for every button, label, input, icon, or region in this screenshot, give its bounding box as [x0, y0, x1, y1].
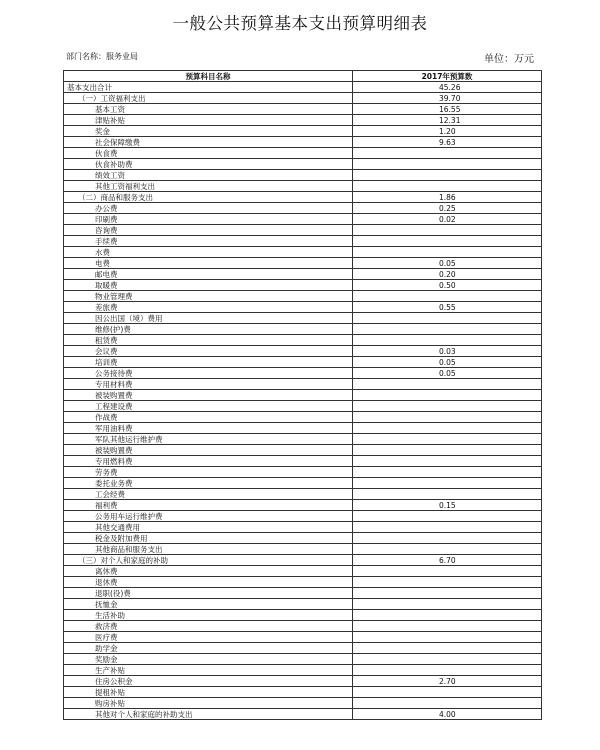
table-row: [64, 126, 542, 137]
row-budget-value: [353, 489, 542, 500]
row-budget-value: [353, 632, 542, 643]
row-item-name: 军队其他运行维护费: [64, 434, 353, 445]
table-row: [64, 159, 542, 170]
row-budget-value: [353, 434, 542, 445]
table-row: [64, 522, 542, 533]
table-row: [64, 698, 542, 709]
row-budget-value: [353, 456, 542, 467]
table-row: [64, 225, 542, 236]
row-budget-value: 39.70: [353, 93, 542, 104]
table-header: [64, 71, 542, 82]
table-row: [64, 115, 542, 126]
row-budget-value: [353, 236, 542, 247]
row-budget-value: [353, 544, 542, 555]
row-budget-value: 1.20: [353, 126, 542, 137]
row-item-name: 被装购置费: [64, 390, 353, 401]
row-item-name: 其他商品和服务支出: [64, 544, 353, 555]
row-budget-value: 0.50: [353, 280, 542, 291]
row-budget-value: [353, 654, 542, 665]
row-budget-value: [353, 170, 542, 181]
row-budget-value: 0.02: [353, 214, 542, 225]
row-budget-value: 0.05: [353, 357, 542, 368]
row-item-name: （二）商品和服务支出: [64, 192, 353, 203]
row-item-name: 差旅费: [64, 302, 353, 313]
row-item-name: 培训费: [64, 357, 353, 368]
row-budget-value: 0.15: [353, 500, 542, 511]
row-item-name: 退休费: [64, 577, 353, 588]
row-budget-value: 16.55: [353, 104, 542, 115]
table-row: [64, 368, 542, 379]
row-item-name: 伙食费: [64, 148, 353, 159]
row-budget-value: [353, 533, 542, 544]
row-budget-value: [353, 291, 542, 302]
table-row: [64, 423, 542, 434]
table-row: [64, 577, 542, 588]
row-budget-value: [353, 445, 542, 456]
row-budget-value: [353, 324, 542, 335]
row-item-name: 被装购置费: [64, 445, 353, 456]
row-budget-value: 0.55: [353, 302, 542, 313]
table-row: [64, 203, 542, 214]
table-row: [64, 357, 542, 368]
row-budget-value: [353, 423, 542, 434]
row-budget-value: [353, 621, 542, 632]
table-row: [64, 533, 542, 544]
row-item-name: 税金及附加费用: [64, 533, 353, 544]
row-budget-value: [353, 588, 542, 599]
row-item-name: 维修(护)费: [64, 324, 353, 335]
table-row: [64, 192, 542, 203]
row-item-name: 因公出国（境）费用: [64, 313, 353, 324]
table-row: [64, 247, 542, 258]
row-budget-value: [353, 313, 542, 324]
row-budget-value: 0.03: [353, 346, 542, 357]
row-item-name: 奖金: [64, 126, 353, 137]
row-budget-value: [353, 181, 542, 192]
row-item-name: 工程建设费: [64, 401, 353, 412]
row-budget-value: [353, 687, 542, 698]
table-row: [64, 313, 542, 324]
row-budget-value: [353, 379, 542, 390]
table-row: [64, 236, 542, 247]
table-row: [64, 434, 542, 445]
row-item-name: 医疗费: [64, 632, 353, 643]
table-row: [64, 181, 542, 192]
row-item-name: 水费: [64, 247, 353, 258]
table-row: [64, 291, 542, 302]
table-row: [64, 467, 542, 478]
row-item-name: 物业管理费: [64, 291, 353, 302]
row-item-name: 基本工资: [64, 104, 353, 115]
row-budget-value: 6.70: [353, 555, 542, 566]
row-item-name: 伙食补助费: [64, 159, 353, 170]
row-item-name: 住房公积金: [64, 676, 353, 687]
row-item-name: （三）对个人和家庭的补助: [64, 555, 353, 566]
table-row: [64, 214, 542, 225]
table-row: [64, 445, 542, 456]
row-budget-value: 4.00: [353, 709, 542, 720]
table-row: [64, 346, 542, 357]
row-item-name: 社会保障缴费: [64, 137, 353, 148]
row-budget-value: 1.86: [353, 192, 542, 203]
row-item-name: 救济费: [64, 621, 353, 632]
row-budget-value: 45.26: [353, 82, 542, 93]
table-row: [64, 500, 542, 511]
row-item-name: 委托业务费: [64, 478, 353, 489]
row-item-name: 工会经费: [64, 489, 353, 500]
row-item-name: 作战费: [64, 412, 353, 423]
row-item-name: 离休费: [64, 566, 353, 577]
table-row: [64, 390, 542, 401]
row-item-name: 其他工资福利支出: [64, 181, 353, 192]
table-row: [64, 335, 542, 346]
row-budget-value: 9.63: [353, 137, 542, 148]
row-item-name: 津贴补贴: [64, 115, 353, 126]
table-row: [64, 82, 542, 93]
table-row: [64, 93, 542, 104]
row-budget-value: [353, 698, 542, 709]
row-budget-value: [353, 225, 542, 236]
table-row: [64, 104, 542, 115]
table-row: [64, 478, 542, 489]
row-item-name: 基本支出合计: [64, 82, 353, 93]
row-budget-value: [353, 577, 542, 588]
table-row: [64, 632, 542, 643]
row-item-name: 退职(役)费: [64, 588, 353, 599]
row-item-name: 助学金: [64, 643, 353, 654]
table-row: [64, 269, 542, 280]
row-item-name: 生产补贴: [64, 665, 353, 676]
table-row: [64, 588, 542, 599]
table-row: [64, 599, 542, 610]
table-row: [64, 511, 542, 522]
row-budget-value: 12.31: [353, 115, 542, 126]
row-budget-value: [353, 335, 542, 346]
row-budget-value: [353, 610, 542, 621]
table-row: [64, 456, 542, 467]
row-item-name: 购房补贴: [64, 698, 353, 709]
row-budget-value: 0.05: [353, 258, 542, 269]
row-budget-value: [353, 665, 542, 676]
row-budget-value: 0.05: [353, 368, 542, 379]
row-item-name: 奖励金: [64, 654, 353, 665]
department-name: 部门名称：服务业局: [66, 52, 138, 61]
table-row: [64, 676, 542, 687]
table-row: [64, 379, 542, 390]
table-row: [64, 566, 542, 577]
table-row: [64, 489, 542, 500]
row-item-name: 生活补助: [64, 610, 353, 621]
row-item-name: 其他交通费用: [64, 522, 353, 533]
table-row: [64, 170, 542, 181]
row-item-name: 租赁费: [64, 335, 353, 346]
table-row: [64, 324, 542, 335]
row-budget-value: [353, 247, 542, 258]
row-item-name: 公务用车运行维护费: [64, 511, 353, 522]
row-item-name: 取暖费: [64, 280, 353, 291]
table-body: [64, 82, 542, 720]
row-item-name: 公务接待费: [64, 368, 353, 379]
row-budget-value: [353, 566, 542, 577]
row-item-name: 办公费: [64, 203, 353, 214]
table-row: [64, 610, 542, 621]
row-budget-value: [353, 511, 542, 522]
table-row: [64, 709, 542, 720]
row-item-name: 邮电费: [64, 269, 353, 280]
row-item-name: 会议费: [64, 346, 353, 357]
table-row: [64, 148, 542, 159]
row-budget-value: [353, 467, 542, 478]
row-item-name: 劳务费: [64, 467, 353, 478]
row-budget-value: 2.70: [353, 676, 542, 687]
row-budget-value: [353, 522, 542, 533]
row-item-name: 咨询费: [64, 225, 353, 236]
table-row: [64, 643, 542, 654]
row-item-name: 专用材料费: [64, 379, 353, 390]
header-budget-value: 2017年预算数: [353, 71, 542, 82]
row-item-name: 抚恤金: [64, 599, 353, 610]
row-budget-value: [353, 148, 542, 159]
row-budget-value: [353, 412, 542, 423]
row-budget-value: [353, 599, 542, 610]
row-item-name: 提租补贴: [64, 687, 353, 698]
row-budget-value: [353, 401, 542, 412]
table-row: [64, 555, 542, 566]
row-item-name: 军用油料费: [64, 423, 353, 434]
row-item-name: 其他对个人和家庭的补助支出: [64, 709, 353, 720]
row-budget-value: [353, 159, 542, 170]
budget-table: [63, 70, 542, 720]
page-title: 一般公共预算基本支出预算明细表: [172, 14, 428, 33]
table-row: [64, 137, 542, 148]
header-item-name: 预算科目名称: [64, 71, 353, 82]
row-item-name: 绩效工资: [64, 170, 353, 181]
row-item-name: 专用燃料费: [64, 456, 353, 467]
table-row: [64, 280, 542, 291]
table-row: [64, 687, 542, 698]
row-budget-value: 0.25: [353, 203, 542, 214]
row-budget-value: [353, 643, 542, 654]
table-row: [64, 302, 542, 313]
table-row: [64, 665, 542, 676]
table-row: [64, 654, 542, 665]
row-item-name: 印刷费: [64, 214, 353, 225]
row-budget-value: [353, 478, 542, 489]
row-item-name: 手续费: [64, 236, 353, 247]
table-row: [64, 621, 542, 632]
row-item-name: 福利费: [64, 500, 353, 511]
table-row: [64, 401, 542, 412]
header-row: [64, 71, 542, 82]
table-row: [64, 258, 542, 269]
table-row: [64, 544, 542, 555]
row-budget-value: [353, 390, 542, 401]
table-row: [64, 412, 542, 423]
row-budget-value: 0.20: [353, 269, 542, 280]
unit-label: 单位：万元: [484, 54, 534, 65]
row-item-name: （一）工资福利支出: [64, 93, 353, 104]
row-item-name: 电费: [64, 258, 353, 269]
